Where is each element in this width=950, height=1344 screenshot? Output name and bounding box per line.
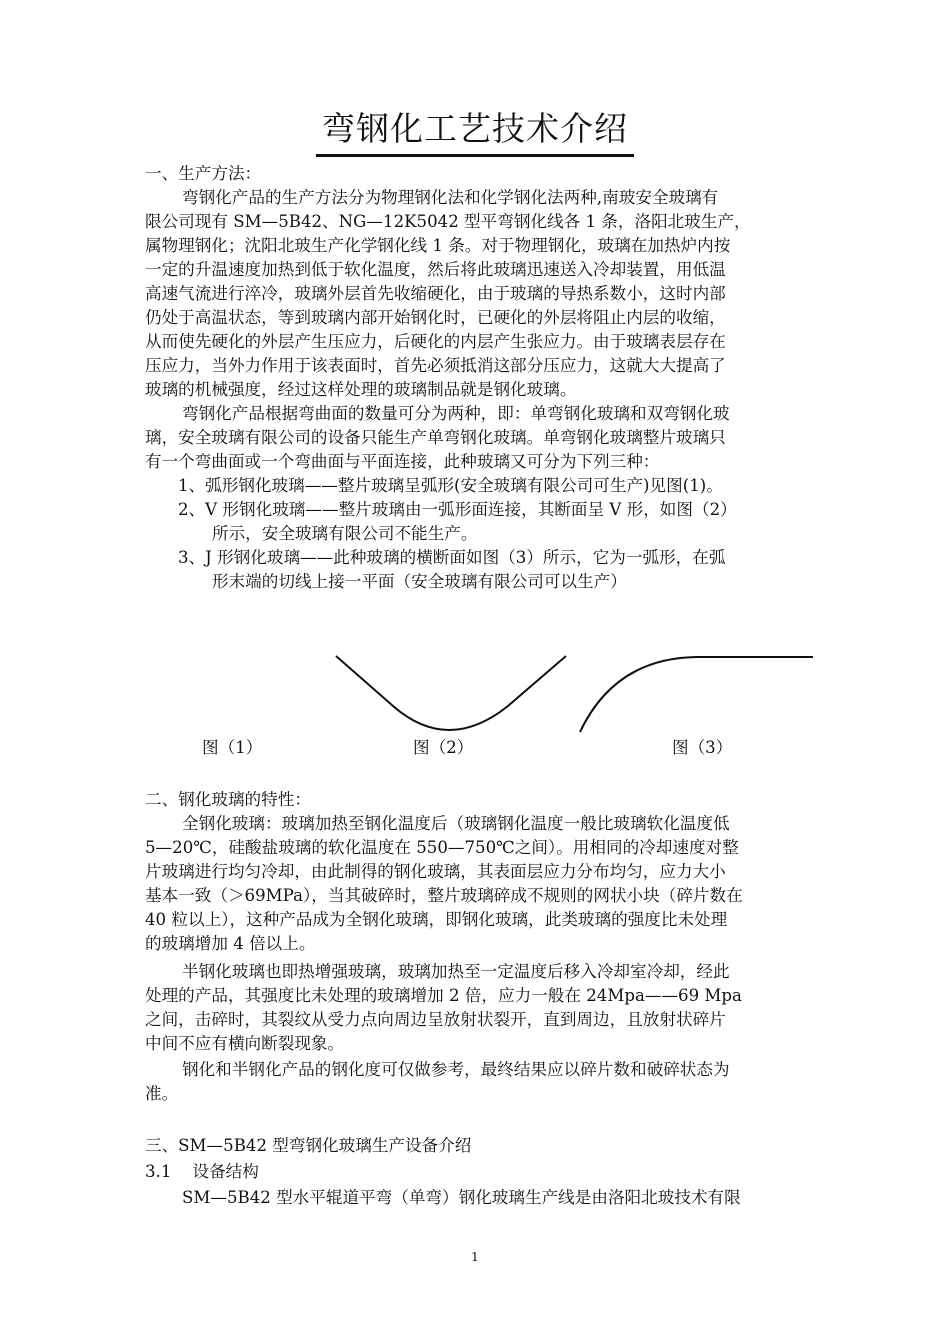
paragraph-line: SM—5B42 型水平辊道平弯（单弯）钢化玻璃生产线是由洛阳北玻技术有限 bbox=[182, 1188, 741, 1207]
section-heading: 一、生产方法： bbox=[145, 164, 262, 183]
list-item: 1、弧形钢化玻璃——整片玻璃呈弧形(安全玻璃有限公司可生产)见图(1)。 bbox=[178, 476, 723, 495]
figure-j-shape-glass bbox=[575, 650, 820, 740]
section-heading: 二、钢化玻璃的特性： bbox=[145, 790, 311, 809]
paragraph-line: 中间不应有横向断裂现象。 bbox=[145, 1034, 345, 1053]
subsection-heading: 3.1 设备结构 bbox=[145, 1162, 259, 1181]
paragraph-line: 半钢化玻璃也即热增强玻璃，玻璃加热至一定温度后移入冷却室冷却，经此 bbox=[182, 962, 730, 981]
paragraph-line: 全钢化玻璃：玻璃加热至钢化温度后（玻璃钢化温度一般比玻璃软化温度低 bbox=[182, 814, 730, 833]
paragraph-line: 40 粒以上），这种产品成为全钢化玻璃，即钢化玻璃，此类玻璃的强度比未处理 bbox=[145, 910, 728, 929]
paragraph-line: 处理的产品，其强度比未处理的玻璃增加 2 倍，应力一般在 24Mpa——69 Mpa bbox=[145, 986, 742, 1005]
paragraph-line: 属物理钢化；沈阳北玻生产化学钢化线 1 条。对于物理钢化，玻璃在加热炉内按 bbox=[145, 236, 731, 255]
list-item: 2、V 形钢化玻璃——整片玻璃由一弧形面连接，其断面呈 V 形，如图（2） bbox=[178, 500, 737, 519]
paragraph-line: 弯钢化产品的生产方法分为物理钢化法和化学钢化法两种,南玻安全玻璃有 bbox=[182, 188, 719, 207]
list-item-continuation: 形末端的切线上接一平面（安全玻璃有限公司可以生产） bbox=[212, 572, 627, 591]
paragraph-line: 从而使先硬化的外层产生压应力，后硬化的内层产生张应力。由于玻璃表层存在 bbox=[145, 332, 726, 351]
paragraph-line: 片玻璃进行均匀冷却，由此制得的钢化玻璃，其表面层应力分布均匀，应力大小 bbox=[145, 862, 726, 881]
paragraph-line: 限公司现有 SM—5B42、NG—12K5042 型平弯钢化线各 1 条，洛阳北玻生产， bbox=[145, 212, 751, 231]
figure-v-shape-glass bbox=[330, 650, 575, 740]
list-item-continuation: 所示，安全玻璃有限公司不能生产。 bbox=[212, 524, 478, 543]
paragraph-line: 有一个弯曲面或一个弯曲面与平面连接，此种玻璃又可分为下列三种： bbox=[145, 452, 660, 471]
figure-caption-1: 图（1） bbox=[202, 738, 263, 757]
paragraph-line: 钢化和半钢化产品的钢化度可仅做参考，最终结果应以碎片数和破碎状态为 bbox=[182, 1060, 730, 1079]
paragraph-line: 仍处于高温状态，等到玻璃内部开始钢化时，已硬化的外层将阻止内层的收缩， bbox=[145, 308, 726, 327]
section-heading: 三、SM—5B42 型弯钢化玻璃生产设备介绍 bbox=[145, 1136, 472, 1155]
figure-caption-3: 图（3） bbox=[672, 738, 733, 757]
paragraph-line: 璃，安全玻璃有限公司的设备只能生产单弯钢化玻璃。单弯钢化玻璃整片玻璃只 bbox=[145, 428, 726, 447]
page-number: 1 bbox=[471, 1250, 479, 1264]
figure-caption-2: 图（2） bbox=[413, 738, 474, 757]
page-title: 弯钢化工艺技术介绍 bbox=[322, 109, 628, 148]
paragraph-line: 高速气流进行淬冷，玻璃外层首先收缩硬化，由于玻璃的导热系数小，这时内部 bbox=[145, 284, 726, 303]
paragraph-line: 基本一致（＞69MPa），当其破碎时，整片玻璃碎成不规则的网状小块（碎片数在 bbox=[145, 886, 743, 905]
list-item: 3、J 形钢化玻璃——此种玻璃的横断面如图（3）所示，它为一弧形，在弧 bbox=[178, 548, 726, 567]
paragraph-line: 玻璃的机械强度，经过这样处理的玻璃制品就是钢化玻璃。 bbox=[145, 380, 577, 399]
paragraph-line: 准。 bbox=[145, 1084, 179, 1103]
paragraph-line: 之间，击碎时，其裂纹从受力点向周边呈放射状裂开，直到周边，且放射状碎片 bbox=[145, 1010, 726, 1029]
paragraph-line: 5—20℃，硅酸盐玻璃的软化温度在 550—750℃之间）。用相同的冷却速度对整 bbox=[145, 838, 739, 857]
title-underline bbox=[316, 154, 634, 157]
paragraph-line: 压应力，当外力作用于该表面时，首先必须抵消这部分压应力，这就大大提高了 bbox=[145, 356, 726, 375]
paragraph-line: 弯钢化产品根据弯曲面的数量可分为两种，即：单弯钢化玻璃和双弯钢化玻 bbox=[182, 404, 730, 423]
paragraph-line: 一定的升温速度加热到低于软化温度，然后将此玻璃迅速送入冷却装置，用低温 bbox=[145, 260, 726, 279]
paragraph-line: 的玻璃增加 4 倍以上。 bbox=[145, 934, 316, 953]
